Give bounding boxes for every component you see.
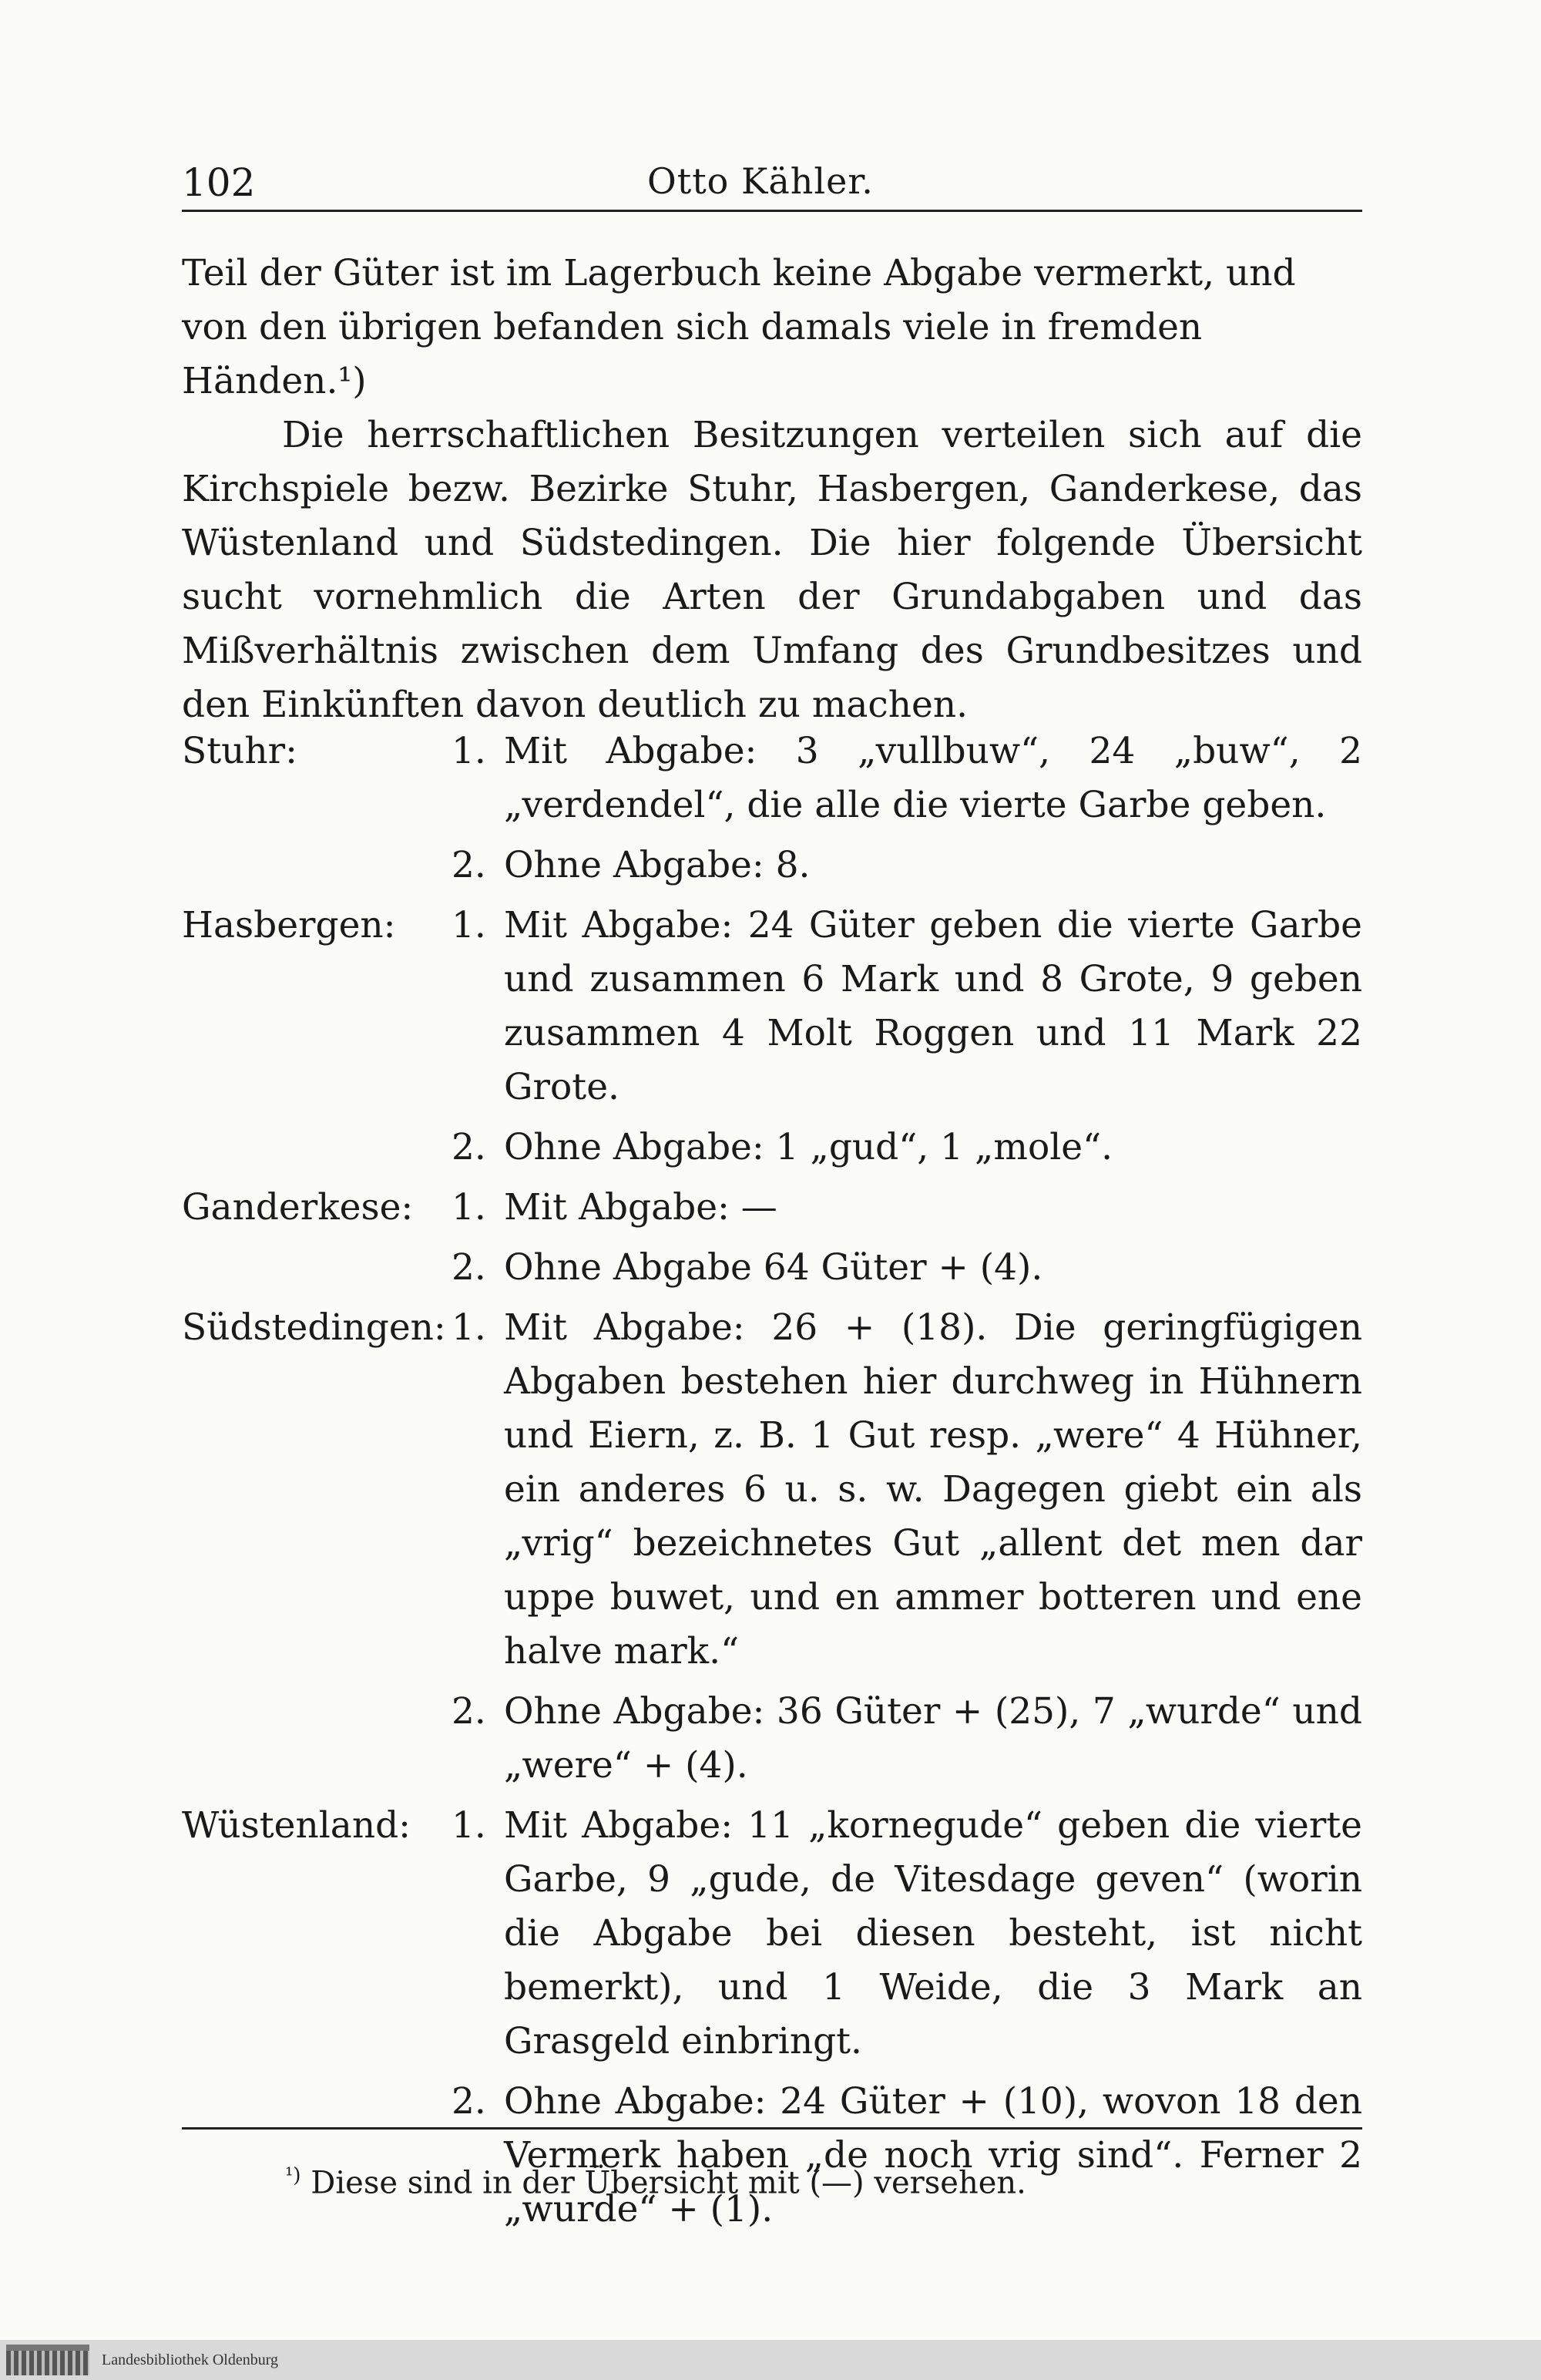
entry-with-levy xyxy=(452,1799,1362,2069)
region-entries xyxy=(452,1181,1362,1301)
region-name: Hasbergen: xyxy=(182,904,396,946)
entry-text: Ohne Abgabe: 8. xyxy=(504,844,811,886)
entry-without-levy xyxy=(452,2075,1362,2237)
library-name: Landesbibliothek Oldenburg xyxy=(102,2351,279,2368)
paragraph-intro: Die herrschaftlichen Besitzungen verteilen sich auf die Kirchspiele bezw. Bezirke Stuhr, Hasbergen, Ganderkese, das Wüstenland und Südstedingen. Die hier folgende Übersicht sucht vornehmlich die Arten der Grundabgaben und das Mißverhältnis zwischen dem Umfang des Grundbesitzes und den Einkünften davon deutlich zu machen. xyxy=(182,414,1362,726)
entry-number: 2. xyxy=(452,1690,486,1733)
entry-text: Ohne Abgabe: 36 Güter + (25), 7 „wurde“ und „were“ + (4). xyxy=(504,1690,1362,1787)
entry-text: Ohne Abgabe 64 Güter + (4). xyxy=(504,1246,1043,1289)
page-number: 102 xyxy=(182,160,256,205)
entry-number: 2. xyxy=(452,2080,486,2123)
region-name: Stuhr: xyxy=(182,730,297,772)
library-bar xyxy=(0,2340,1541,2380)
region-suedstedingen xyxy=(182,1301,1362,1799)
entry-text: Mit Abgabe: — xyxy=(504,1186,777,1229)
entry-without-levy xyxy=(452,1241,1362,1295)
entry-number: 2. xyxy=(452,844,486,886)
region-entries xyxy=(452,1301,1362,1799)
estate-register xyxy=(182,724,1362,2243)
footnote xyxy=(285,2164,1026,2200)
body-text xyxy=(182,247,1362,732)
entry-number: 1. xyxy=(452,1186,486,1229)
footnote-marker: ¹) xyxy=(285,2164,301,2187)
region-ganderkese xyxy=(182,1181,1362,1301)
entry-without-levy xyxy=(452,1121,1362,1175)
entry-text: Mit Abgabe: 26 + (18). Die geringfügigen Abgaben bestehen hier durchweg in Hühnern und Eiern, z. B. 1 Gut resp. „were“ 4 Hühner, ein anderes 6 u. s. w. Dagegen giebt ein als „vrig“ bezeichnetes Gut „allent det men dar uppe buwet, und en ammer botteren und ene halve mark.“ xyxy=(504,1306,1362,1672)
footnote-text: Diese sind in der Übersicht mit (—) versehen. xyxy=(311,2165,1026,2201)
region-name: Wüstenland: xyxy=(182,1804,411,1847)
entry-with-levy xyxy=(452,899,1362,1114)
entry-number: 2. xyxy=(452,1126,486,1168)
region-hasbergen xyxy=(182,899,1362,1181)
entry-with-levy xyxy=(452,724,1362,832)
entry-text: Mit Abgabe: 3 „vullbuw“, 24 „buw“, 2 „verdendel“, die alle die vierte Garbe geben. xyxy=(504,730,1362,826)
running-title: Otto Kähler. xyxy=(647,160,874,202)
footnote-rule xyxy=(182,2127,1362,2130)
entry-without-levy xyxy=(452,839,1362,892)
entry-text: Ohne Abgabe: 1 „gud“, 1 „mole“. xyxy=(504,1126,1113,1168)
entry-number: 1. xyxy=(452,1804,486,1847)
paragraph-continuation: Teil der Güter ist im Lagerbuch keine Abgabe vermerkt, und von den übrigen befanden sich damals viele in fremden Händen.¹) xyxy=(182,252,1296,402)
library-building-icon xyxy=(6,2345,89,2375)
entry-text: Mit Abgabe: 11 „kornegude“ geben die vierte Garbe, 9 „gude, de Vitesdage geven“ (worin die Abgabe bei diesen besteht, ist nicht bemerkt), und 1 Weide, die 3 Mark an Grasgeld einbringt. xyxy=(504,1804,1362,2062)
region-name: Südstedingen: xyxy=(182,1306,446,1349)
entry-with-levy xyxy=(452,1181,1362,1235)
entry-text: Ohne Abgabe: 24 Güter + (10), wovon 18 den Vermerk haben „de noch vrig sind“. Ferner 2 „wurde“ + (1). xyxy=(504,2080,1362,2230)
region-name: Ganderkese: xyxy=(182,1186,414,1229)
entry-without-levy xyxy=(452,1685,1362,1793)
entry-number: 1. xyxy=(452,730,486,772)
entry-number: 1. xyxy=(452,904,486,946)
entry-number: 2. xyxy=(452,1246,486,1289)
entry-with-levy xyxy=(452,1301,1362,1679)
region-entries xyxy=(452,899,1362,1181)
region-stuhr xyxy=(182,724,1362,899)
region-entries xyxy=(452,724,1362,899)
header-rule xyxy=(182,210,1362,212)
entry-number: 1. xyxy=(452,1306,486,1349)
entry-text: Mit Abgabe: 24 Güter geben die vierte Garbe und zusammen 6 Mark und 8 Grote, 9 geben zusammen 4 Molt Roggen und 11 Mark 22 Grote. xyxy=(504,904,1362,1108)
